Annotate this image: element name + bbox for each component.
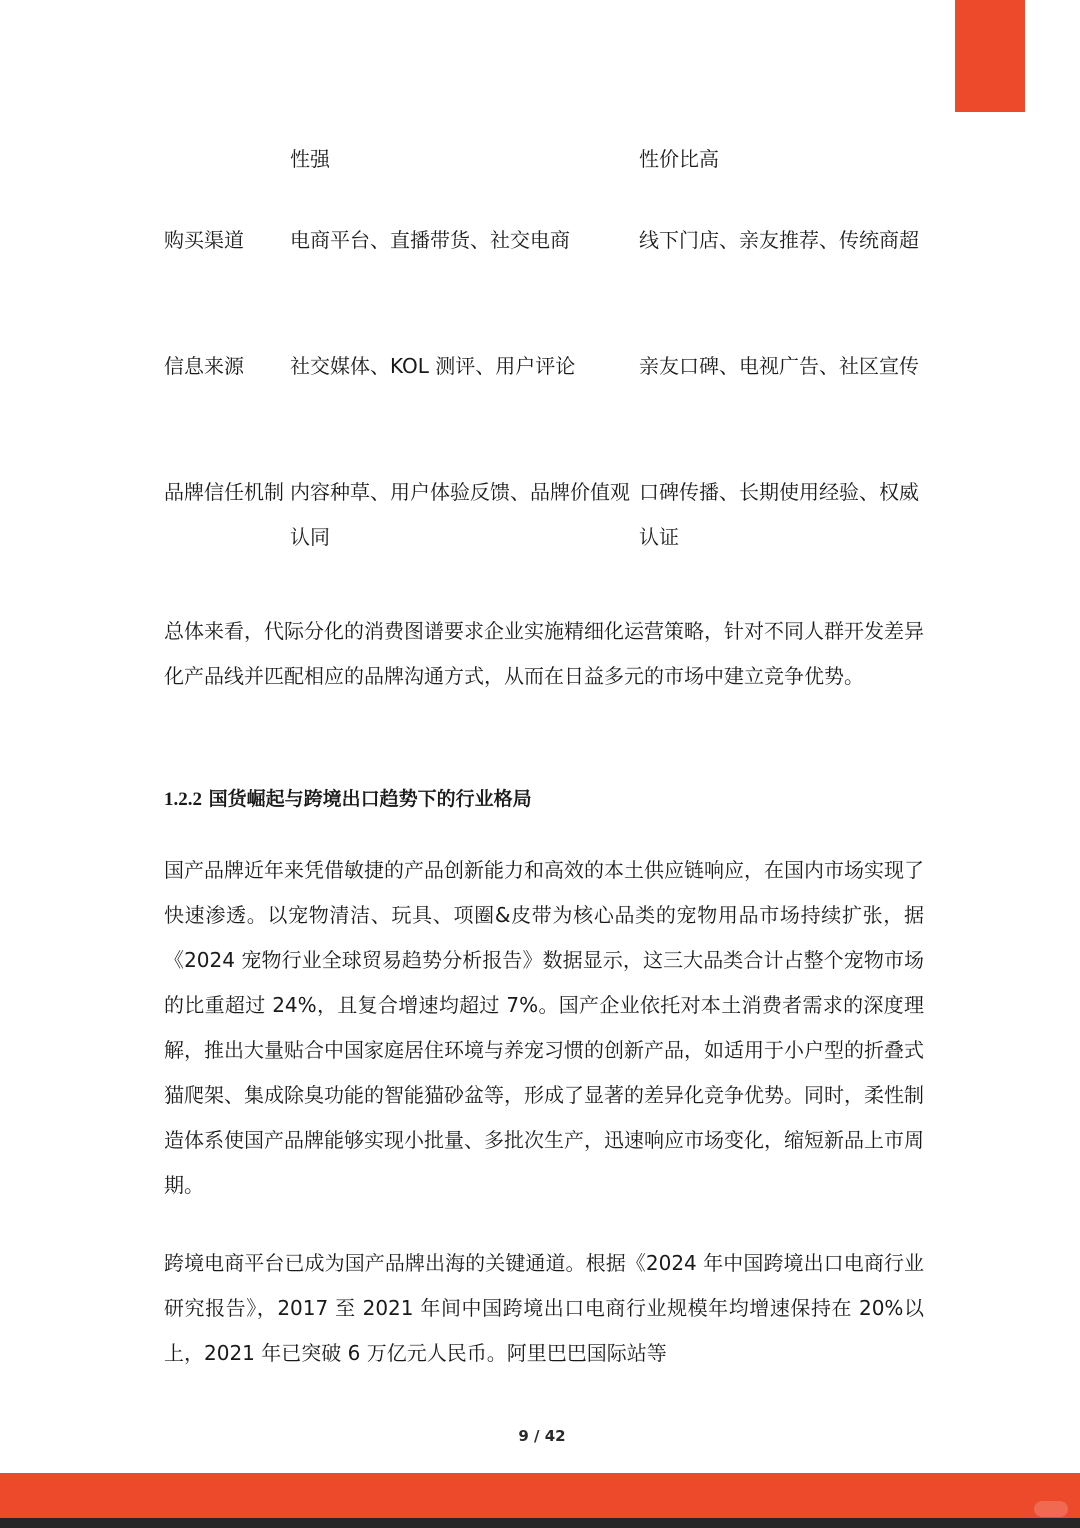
table-cell-label: 信息来源 <box>164 354 244 378</box>
section-number: 1.2.2 <box>164 789 202 810</box>
table-cell-digital: 内容种草、用户体验反馈、品牌价值观认同 <box>290 480 630 549</box>
table-cell-traditional: 亲友口碑、电视广告、社区宣传 <box>639 354 919 378</box>
body-paragraph-1: 国产品牌近年来凭借敏捷的产品创新能力和高效的本土供应链响应，在国内市场实现了快速渗透。以宠物清洁、玩具、项圈&皮带为核心品类的宠物用品市场持续扩张，据《2024 宠物行业全球贸易趋势分析报告》数据显示，这三大品类合计占整个宠物市场的比重超过 24%，且复合增速均超过 7%。国产企业依托对本土消费者需求的深度理解，推出大量贴合中国家庭居住环境与养宠习惯的创新产品，如适用于小户型的折叠式猫爬架、集成除臭功能的智能猫砂盆等，形成了显著的差异化竞争优势。同时，柔性制造体系使国产品牌能够实现小批量、多批次生产，迅速响应市场变化，缩短新品上市周期。 <box>164 858 924 1197</box>
table-cell-digital: 性强 <box>290 147 330 171</box>
table-cell-label: 购买渠道 <box>164 228 244 252</box>
section-heading <box>164 783 532 816</box>
body-paragraph-2: 跨境电商平台已成为国产品牌出海的关键通道。根据《2024 年中国跨境出口电商行业研究报告》，2017 至 2021 年间中国跨境出口电商行业规模年均增速保持在 20%以上，2021 年已突破 6 万亿元人民币。阿里巴巴国际站等 <box>164 1251 924 1365</box>
table-cell-traditional: 口碑传播、长期使用经验、权威认证 <box>639 480 919 549</box>
watermark-badge <box>1034 1501 1068 1517</box>
section-title: 国货崛起与跨境出口趋势下的行业格局 <box>208 788 532 810</box>
footer-accent-bar <box>0 1473 1080 1518</box>
table-cell-traditional: 线下门店、亲友推荐、传统商超 <box>639 228 919 252</box>
table-cell-digital: 电商平台、直播带货、社交电商 <box>290 228 570 252</box>
corner-accent-tab <box>955 0 1025 112</box>
footer-dark-strip <box>0 1518 1080 1528</box>
table-cell-digital: 社交媒体、KOL 测评、用户评论 <box>290 354 576 378</box>
table-cell-traditional: 性价比高 <box>639 147 719 171</box>
page-number: 9 / 42 <box>518 1427 566 1445</box>
summary-paragraph: 总体来看，代际分化的消费图谱要求企业实施精细化运营策略，针对不同人群开发差异化产品线并匹配相应的品牌沟通方式，从而在日益多元的市场中建立竞争优势。 <box>164 619 924 688</box>
table-cell-label: 品牌信任机制 <box>164 480 284 504</box>
